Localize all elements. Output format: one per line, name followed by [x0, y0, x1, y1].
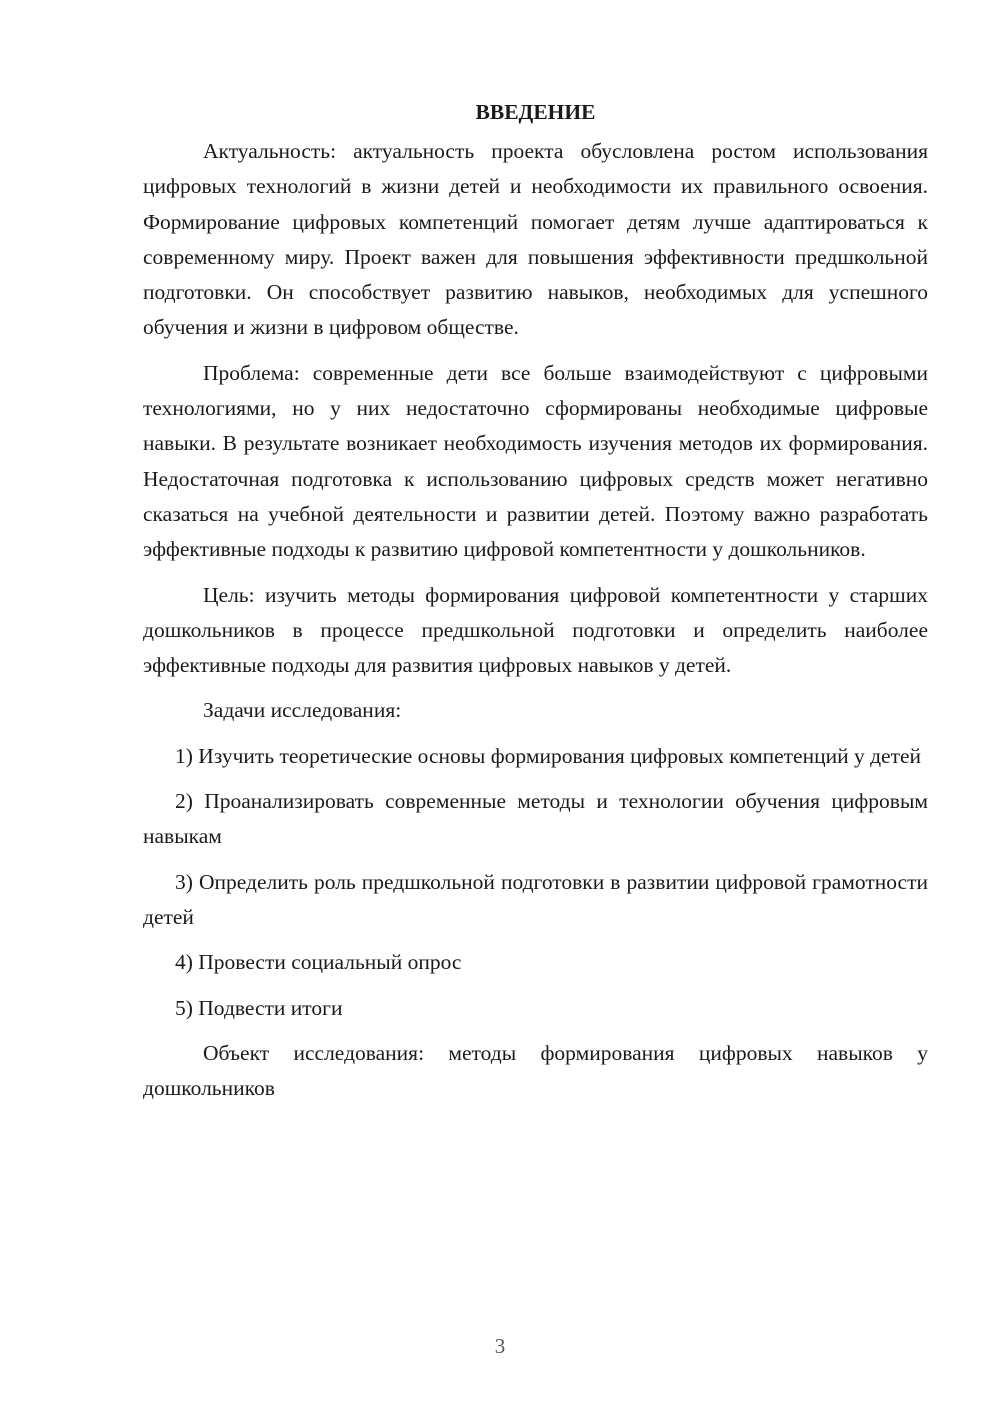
- relevance-paragraph: Актуальность: актуальность проекта обусловлена ростом использования цифровых технологий в жизни детей и необходимости их правильного освоения. Формирование цифровых компетенций помогает детям лучше адаптироваться к современному миру. Проект важен для повышения эффективности предшкольной подготовки. Он способствует развитию навыков, необходимых для успешного обучения и жизни в цифровом обществе.: [143, 139, 928, 340]
- problem-paragraph: Проблема: современные дети все больше взаимодействуют с цифровыми технологиями, но у них недостаточно сформированы необходимые цифровые навыки. В результате возникает необходимость изучения методов их формирования. Недостаточная подготовка к использованию цифровых средств может негативно сказаться на учебной деятельности и развитии детей. Поэтому важно разработать эффективные подходы к развитию цифровой компетентности у дошкольников.: [143, 360, 928, 562]
- task-item-1: 1) Изучить теоретические основы формирования цифровых компетенций у детей: [175, 743, 922, 768]
- object-paragraph: Объект исследования: методы формирования цифровых навыков у дошкольников: [143, 1040, 928, 1101]
- task-item-5: 5) Подвести итоги: [175, 995, 343, 1020]
- task-item-3: 3) Определить роль предшкольной подготовки в развитии цифровой грамотности детей: [143, 869, 928, 929]
- task-item-2: 2) Проанализировать современные методы и технологии обучения цифровым навыкам: [143, 789, 928, 849]
- tasks-heading: Задачи исследования:: [203, 698, 402, 723]
- section-title: ВВЕДЕНИЕ: [475, 100, 596, 124]
- page-content: [143, 95, 928, 1116]
- page-number: 3: [494, 1334, 506, 1358]
- task-item-4: 4) Провести социальный опрос: [175, 950, 462, 975]
- goal-paragraph: Цель: изучить методы формирования цифровой компетентности у старших дошкольников в процессе предшкольной подготовки и определить наиболее эффективные подходы для развития цифровых навыков у детей.: [143, 582, 928, 678]
